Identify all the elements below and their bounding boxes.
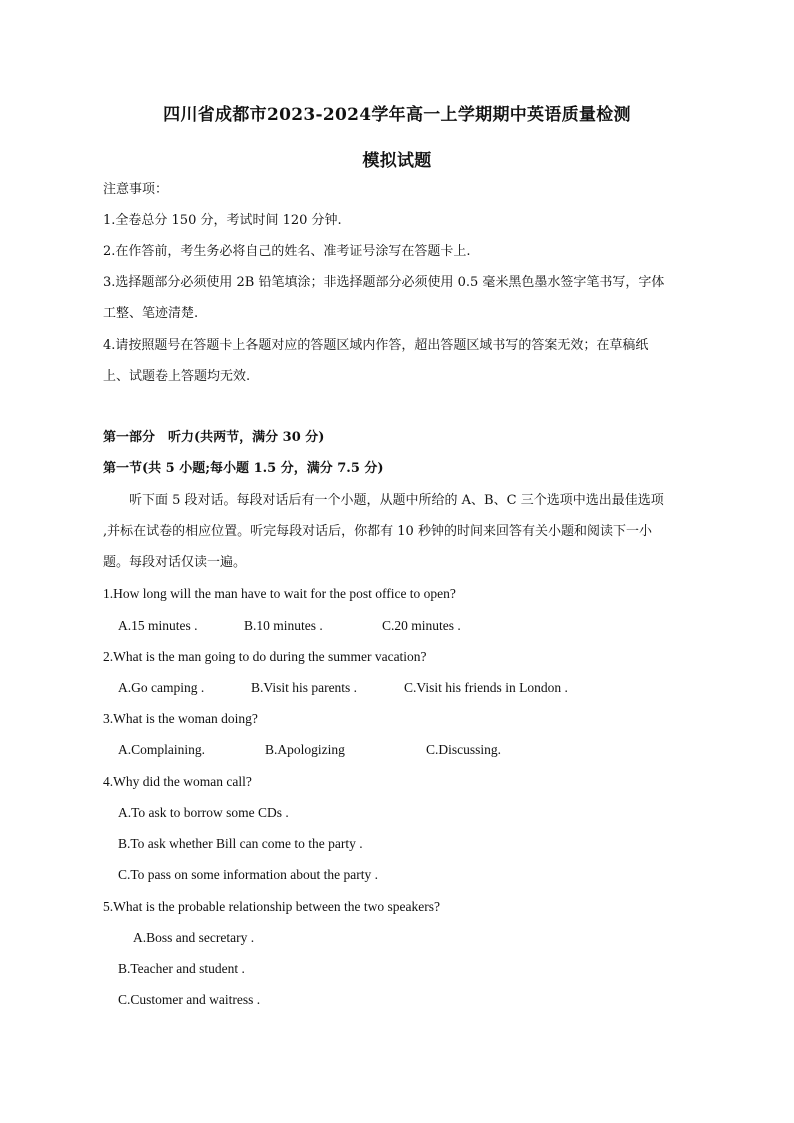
question-option: C.Customer and waitress . xyxy=(118,992,261,1007)
question-option: B.To ask whether Bill can come to the party . xyxy=(118,836,363,851)
exam-title: 四川省成都市2023-2024学年高一上学期期中英语质量检测 xyxy=(163,105,631,125)
note-item: 4.请按照题号在答题卡上各题对应的答题区域内作答，超出答题区域书写的答案无效；在草稿纸 xyxy=(103,338,649,353)
note-item: 3.选择题部分必须使用 2B 铅笔填涂；非选择题部分必须使用 0.5 毫米黑色墨水签字笔书写，字体 xyxy=(103,275,665,290)
question-option: B.Teacher and student . xyxy=(118,961,245,976)
question-option: B.Apologizing xyxy=(265,742,345,757)
instructions-line: ,并标在试卷的相应位置。听完每段对话后，你都有 10 秒钟的时间来回答有关小题和阅读下一小 xyxy=(103,524,652,539)
question-stem: 1.How long will the man have to wait for the post office to open? xyxy=(103,586,456,601)
question-option: A.Complaining. xyxy=(118,742,205,757)
question-stem: 3.What is the woman doing? xyxy=(103,711,258,726)
question-stem: 2.What is the man going to do during the summer vacation? xyxy=(103,649,427,664)
note-item: 工整、笔迹清楚. xyxy=(103,306,199,321)
question-option: C.To pass on some information about the party . xyxy=(118,867,379,882)
exam-subtitle: 模拟试题 xyxy=(362,151,432,171)
section1-heading: 第一节(共 5 小题;每小题 1.5 分，满分 7.5 分) xyxy=(103,461,384,476)
question-option: A.Boss and secretary . xyxy=(133,930,255,945)
notes-heading: 注意事项： xyxy=(103,182,169,197)
question-stem: 5.What is the probable relationship between the two speakers? xyxy=(103,899,441,914)
question-option: C.Discussing. xyxy=(426,742,502,757)
question-stem: 4.Why did the woman call? xyxy=(103,774,252,789)
instructions-line: 听下面 5 段对话。每段对话后有一个小题，从题中所给的 A、B、C 三个选项中选出最佳选项 xyxy=(129,493,664,508)
question-option: A.15 minutes . xyxy=(118,618,198,633)
instructions-line: 题。每段对话仅读一遍。 xyxy=(103,555,247,570)
note-item: 2.在作答前，考生务必将自己的姓名、准考证号涂写在答题卡上. xyxy=(103,244,471,259)
question-option: A.To ask to borrow some CDs . xyxy=(118,805,289,820)
note-item: 上、试题卷上答题均无效. xyxy=(103,369,251,384)
question-option: A.Go camping . xyxy=(118,680,205,695)
question-option: C.20 minutes . xyxy=(382,618,461,633)
part1-heading: 第一部分 听力(共两节，满分 30 分) xyxy=(103,430,325,445)
question-option: B.Visit his parents . xyxy=(251,680,358,695)
note-item: 1.全卷总分 150 分，考试时间 120 分钟. xyxy=(103,213,342,228)
question-option: C.Visit his friends in London . xyxy=(404,680,568,695)
question-option: B.10 minutes . xyxy=(244,618,323,633)
